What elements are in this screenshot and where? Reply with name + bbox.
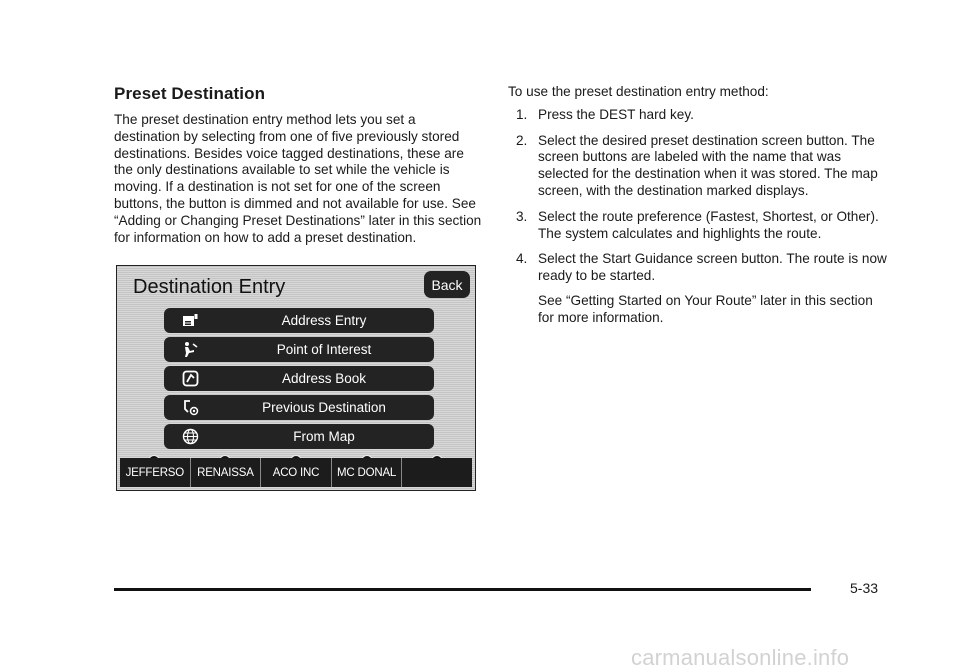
list-item: [508, 251, 888, 326]
list-item: [508, 209, 888, 243]
preset-destination-bar: [120, 458, 472, 487]
back-button[interactable]: Back: [424, 271, 470, 298]
menu-label: From Map: [293, 429, 355, 444]
preset-button-4[interactable]: MC DONAL: [332, 458, 403, 487]
address-book-icon: [182, 370, 199, 387]
step-number: 3.: [516, 208, 528, 224]
step-text: Select the desired preset destination screen button. The screen buttons are labeled with the name that was selected for the destination when it was stored. The map screen, with the destination marked displays.: [538, 132, 878, 198]
destination-entry-screen: [116, 265, 476, 491]
from-map-button[interactable]: [164, 424, 434, 449]
step-text: Press the DEST hard key.: [538, 106, 694, 122]
preset-button-1[interactable]: JEFFERSO: [120, 458, 191, 487]
screen-title: Destination Entry: [133, 276, 286, 298]
point-of-interest-icon: [182, 341, 199, 358]
page-number: 5-33: [850, 580, 879, 596]
preset-button-2[interactable]: RENAISSA: [191, 458, 262, 487]
globe-icon: [182, 428, 199, 445]
step-text: Select the Start Guidance screen button. The route is now ready to be started.: [538, 251, 887, 284]
steps-intro: To use the preset destination entry method:: [508, 84, 769, 99]
right-column: [508, 84, 888, 336]
preset-button-3[interactable]: ACO INC: [261, 458, 332, 487]
menu-label: Previous Destination: [262, 400, 386, 415]
menu-label: Address Book: [281, 371, 367, 386]
previous-destination-icon: [182, 399, 199, 416]
footer-rule: [114, 588, 811, 591]
address-entry-icon: [182, 312, 199, 329]
steps-list: [508, 107, 888, 327]
watermark: carmanualsonline.info: [631, 645, 850, 670]
preset-button-5[interactable]: [402, 458, 472, 487]
list-item: [508, 107, 888, 124]
step-text: Select the route preference (Fastest, Shortest, or Other). The system calculates and highlights the route.: [538, 208, 879, 241]
left-column: [114, 84, 484, 246]
step-number: 2.: [516, 132, 528, 148]
previous-destination-button[interactable]: [164, 395, 434, 420]
section-heading: Preset Destination: [114, 84, 266, 103]
step-number: 1.: [516, 106, 528, 122]
address-book-button[interactable]: [164, 366, 434, 391]
menu-label: Point of Interest: [276, 342, 372, 357]
address-entry-button[interactable]: [164, 308, 434, 333]
step-note: See “Getting Started on Your Route” later in this section for more information.: [538, 292, 873, 325]
step-number: 4.: [516, 251, 528, 267]
list-item: [508, 133, 888, 200]
menu-label: Address Entry: [281, 313, 367, 328]
point-of-interest-button[interactable]: [164, 337, 434, 362]
intro-paragraph: The preset destination entry method lets you set a destination by selecting from one of five previously stored destinations. Besides voice tagged destinations, these are the only destinations available to set while the vehicle is moving. If a destination is not set for one of the screen buttons, the button is dimmed and not available for use. See “Adding or Changing Preset Destinations” later in this section for information on how to add a preset destination.: [114, 112, 482, 245]
